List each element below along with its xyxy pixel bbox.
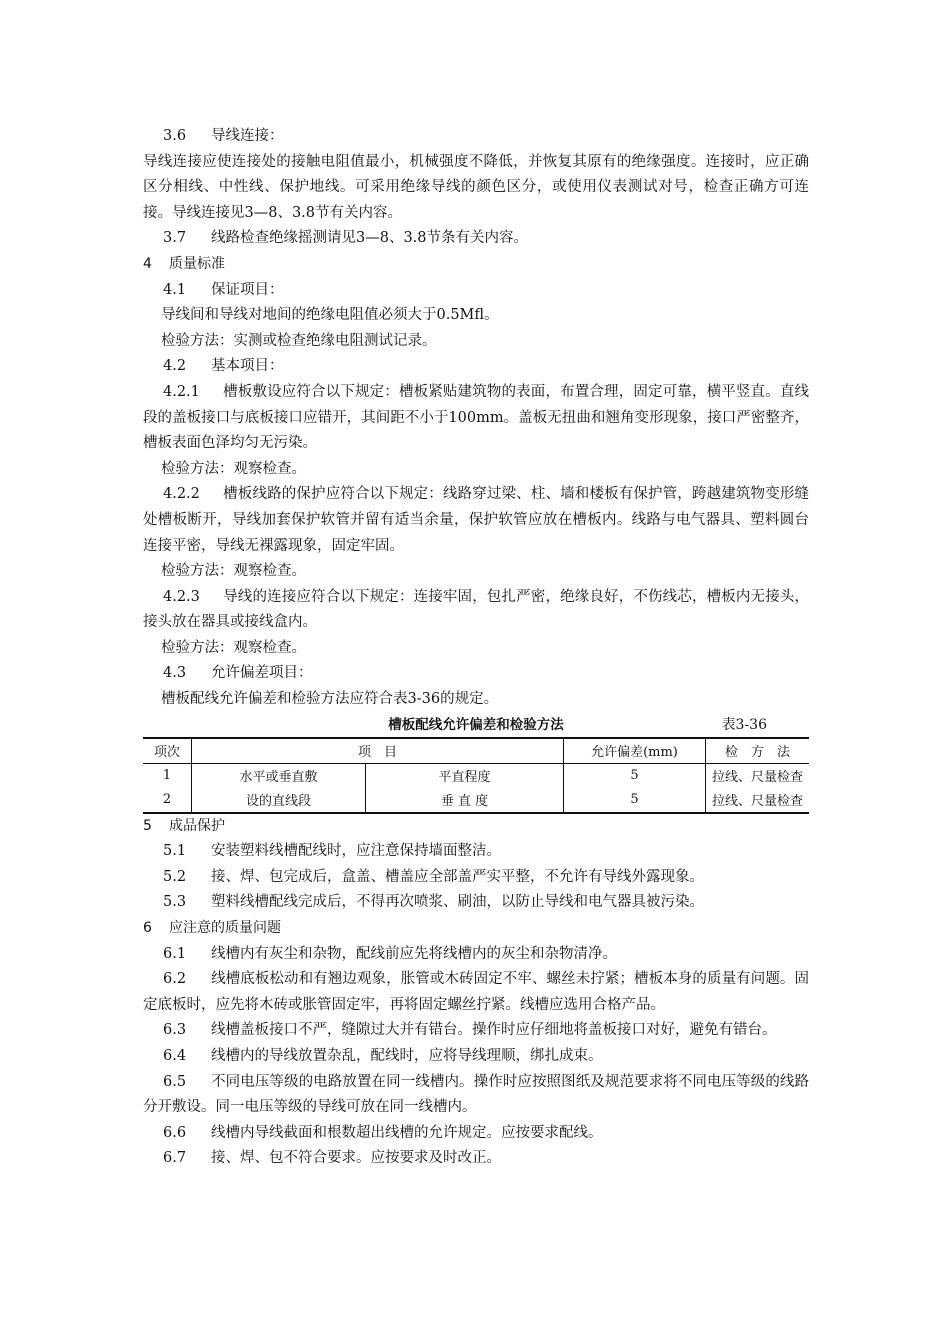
section-text: 塑料线槽配线完成后，不得再次喷浆、刷油，以防止导线和电气器具被污染。: [211, 894, 704, 911]
section-4-2-heading: [143, 354, 809, 380]
section-4-1-heading: [143, 278, 809, 304]
section-number: 4.1: [163, 281, 187, 298]
paragraph: 导线连接应使连接处的接触电阻值最小，机械强度不降低，并恢复其原有的绝缘强度。连接时，应正确区分相线、中性线、保护地线。可采用绝缘导线的颜色区分，或使用仪表测试对号，检查正确方可连接。导线连接见3—8、3.8节有关内容。: [143, 153, 809, 221]
cell-method: 拉线、尺量检查: [711, 770, 803, 786]
cell-tolerance: 5: [563, 788, 705, 813]
section-text: 线槽内导线截面和根数超出线槽的允许规定。应按要求配线。: [211, 1124, 603, 1141]
section-title: 保证项目：: [211, 281, 284, 298]
tolerance-table: [143, 737, 809, 814]
header-seq: 项次: [143, 738, 192, 764]
section-number: 6.5: [163, 1073, 187, 1090]
section-title: 基本项目：: [211, 358, 284, 375]
section-5-1: [143, 839, 809, 865]
section-number: 3.7: [163, 230, 187, 247]
table-header-row: [143, 738, 809, 764]
section-title: 导线连接：: [211, 128, 284, 144]
table-row: [143, 788, 809, 813]
check-method: 检验方法：观察检查。: [161, 563, 306, 580]
check-method: 检验方法：实测或检查绝缘电阻测试记录。: [161, 332, 437, 349]
cell-item-b: 垂 直 度: [366, 788, 564, 813]
section-4-2-1: [143, 380, 809, 457]
section-number: 6.1: [163, 945, 187, 962]
section-4-2-2: [143, 482, 809, 559]
section-number: 4.2.3: [163, 588, 200, 605]
section-text: 线槽底板松动和有翘边观象，胀管或木砖固定不牢、螺丝未拧紧；槽板本身的质量有问题。固定底板时，应先将木砖或胀管固定牢，再将固定螺丝拧紧。线槽应选用合格产品。: [143, 971, 809, 1013]
check-method: 检验方法：观察检查。: [161, 639, 306, 656]
section-3-7: [143, 226, 809, 252]
table-caption: [143, 713, 809, 737]
section-text: 线槽内的导线放置杂乱，配线时，应将导线理顺，绑扎成束。: [211, 1048, 603, 1064]
section-title: 应注意的质量问题: [169, 920, 281, 937]
section-text: 导线的连接应符合以下规定：连接牢固，包扎严密，绝缘良好，不伤线芯，槽板内无接头，接头放在器具或接线盒内。: [143, 588, 809, 631]
section-4-heading: [143, 252, 809, 278]
header-method: 检 方 法: [705, 738, 809, 764]
section-3-6-heading: [143, 124, 809, 150]
section-title: 允许偏差项目：: [211, 665, 313, 682]
section-number: 4.2: [163, 358, 187, 375]
section-number: 6.3: [163, 1022, 187, 1039]
paragraph: 导线间和导线对地间的绝缘电阻值必须大于0.5Mfl。: [161, 307, 499, 324]
section-6-6: [143, 1121, 809, 1147]
section-number: 6: [143, 920, 152, 937]
section-text: 接、焊、包完成后，盒盖、槽盖应全部盖严实平整，不允许有导线外露现象。: [211, 868, 704, 885]
header-tolerance: 允许偏差(mm): [563, 738, 705, 764]
section-number: 6.4: [163, 1048, 187, 1064]
section-4-2-3: [143, 585, 809, 636]
cell-method: 拉线、尺量检查: [705, 788, 809, 813]
section-6-2: [143, 967, 809, 1018]
section-number: 4.3: [163, 665, 187, 682]
section-number: 4.2.2: [163, 486, 200, 503]
section-number: 5.3: [163, 894, 187, 911]
table-title: 槽板配线允许偏差和检验方法: [388, 716, 564, 733]
section-text: 接、焊、包不符合要求。应按要求及时改正。: [211, 1150, 501, 1167]
document-page: [143, 124, 809, 1172]
section-text: 线槽内有灰尘和杂物，配线前应先将线槽内的灰尘和杂物清净。: [211, 945, 617, 962]
cell-item-b: 平直程度: [366, 763, 564, 788]
section-number: 5.2: [163, 868, 187, 885]
section-6-heading: [143, 916, 809, 942]
section-text: 不同电压等级的电路放置在同一线槽内。操作时应按照图纸及规范要求将不同电压等级的线路分开敷设。同一电压等级的导线可放在同一线槽内。: [143, 1073, 809, 1116]
section-6-4: [143, 1044, 809, 1070]
paragraph: 槽板配线允许偏差和检验方法应符合表3-36的规定。: [161, 691, 499, 708]
section-text: 槽板敷设应符合以下规定：槽板紧贴建筑物的表面，布置合理，固定可靠，横平竖直。直线段的盖板接口与底板接口应错开，其间距不小于100mm。盖板无扭曲和翘角变形现象，接口严密整齐，槽板表面色泽均匀无污染。: [143, 383, 809, 452]
section-5-heading: [143, 814, 809, 840]
section-6-1: [143, 942, 809, 968]
section-number: 4.2.1: [163, 383, 200, 400]
table-row: [143, 763, 809, 788]
cell-seq: 1: [143, 763, 192, 788]
section-title: 质量标准: [169, 255, 225, 272]
cell-tolerance: 5: [563, 763, 705, 788]
section-text: 线路检查绝缘摇测请见3—8、3.8节条有关内容。: [211, 230, 529, 247]
cell-item-a: 设的直线段: [192, 788, 366, 813]
section-number: 5: [143, 817, 152, 834]
section-text: 安装塑料线槽配线时，应注意保持墙面整洁。: [211, 843, 501, 860]
section-text: 线槽盖板接口不严，缝隙过大并有错台。操作时应仔细地将盖板接口对好，避免有错台。: [211, 1022, 777, 1039]
section-number: 4: [143, 255, 152, 272]
section-title: 成品保护: [169, 817, 225, 834]
section-number: 3.6: [163, 128, 187, 144]
section-number: 6.6: [163, 1124, 187, 1141]
header-item: 项 目: [192, 738, 564, 764]
check-method: 检验方法：观察检查。: [161, 460, 306, 477]
section-6-3: [143, 1018, 809, 1044]
cell-item-a: 水平或垂直敷: [192, 763, 366, 788]
section-number: 6.2: [163, 971, 187, 988]
section-number: 6.7: [163, 1150, 187, 1167]
section-4-3-heading: [143, 661, 809, 687]
cell-seq: 2: [143, 788, 192, 813]
section-6-7: [143, 1146, 809, 1172]
section-6-5: [143, 1070, 809, 1121]
section-text: 槽板线路的保护应符合以下规定：线路穿过梁、柱、墙和楼板有保护管，跨越建筑物变形缝处槽板断开，导线加套保护软管并留有适当余量，保护软管应放在槽板内。线路与电气器具、塑料圆台连接平密，导线无裸露现象，固定牢固。: [143, 486, 809, 554]
section-number: 5.1: [163, 843, 187, 860]
section-5-2: [143, 865, 809, 891]
table-number: 表3-36: [721, 716, 767, 733]
section-5-3: [143, 890, 809, 916]
